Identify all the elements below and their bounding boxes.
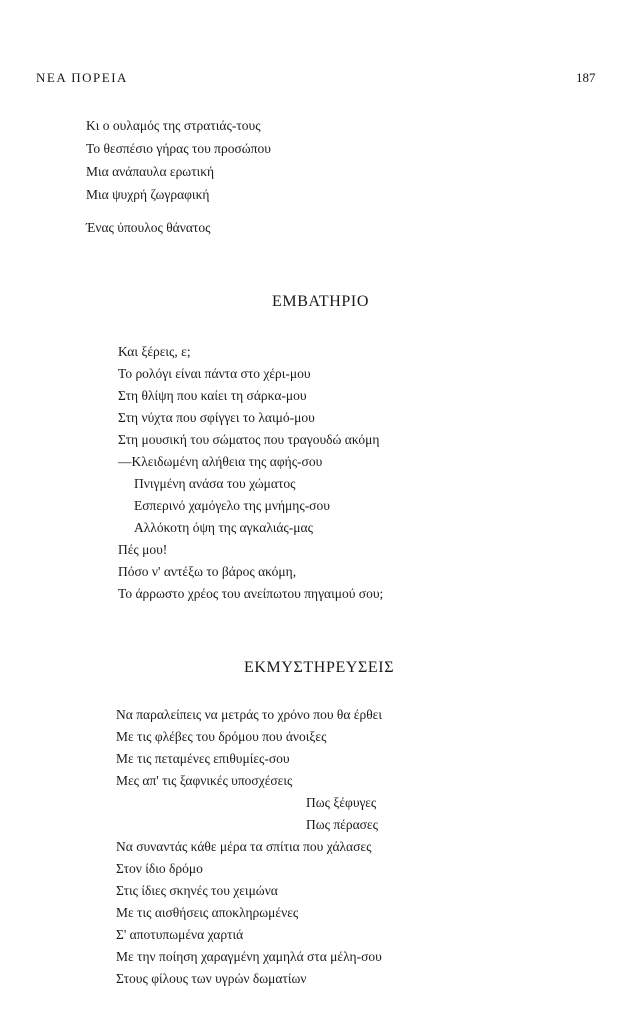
- poem-line: Πνιγμένη ανάσα του χώματος: [134, 476, 296, 491]
- poem-line: Ένας ύπουλος θάνατος: [86, 220, 211, 235]
- poem-line: Μια ψυχρή ζωγραφική: [86, 187, 210, 202]
- poem-line: Με τις αισθήσεις αποκληρωμένες: [116, 905, 299, 920]
- poem-line: Πόσο ν' αντέξω το βάρος ακόμη,: [118, 564, 297, 579]
- poem-line: —Κλειδωμένη αλήθεια της αφής-σου: [118, 454, 323, 469]
- poem-line: Στη θλίψη που καίει τη σάρκα-μου: [118, 388, 307, 403]
- poem-line: Στις ίδιες σκηνές του χειμώνα: [116, 883, 278, 898]
- poem-line: Με τις πεταμένες επιθυμίες-σου: [116, 751, 290, 766]
- poem-line: Το θεσπέσιο γήρας του προσώπου: [86, 141, 271, 156]
- poem-title-1: ΕΜΒΑΤΗΡΙΟ: [272, 293, 369, 310]
- poem-line: Πως πέρασες: [306, 817, 378, 832]
- poem-line: Κι ο ουλαμός της στρατιάς-τους: [86, 118, 261, 133]
- page-number: 187: [576, 70, 596, 85]
- poem-line: Πως ξέφυγες: [306, 795, 377, 810]
- running-title: ΝΕΑ ΠΟΡΕΙΑ: [36, 70, 128, 85]
- poem-line: Με την ποίηση χαραγμένη χαμηλά στα μέλη-σου: [116, 949, 382, 964]
- poem-line: Στους φίλους των υγρών δωματίων: [116, 971, 307, 986]
- poem-line: Να συναντάς κάθε μέρα τα σπίτια που χάλασες: [116, 839, 372, 854]
- poem-title-2: ΕΚΜΥΣΤΗΡΕΥΣΕΙΣ: [244, 659, 395, 676]
- poem-line: Στη νύχτα που σφίγγει το λαιμό-μου: [118, 410, 315, 425]
- poem-line: Το άρρωστο χρέος του ανείπωτου πηγαιμού σου;: [118, 586, 384, 601]
- poem-line: Σ' αποτυπωμένα χαρτιά: [116, 927, 244, 942]
- poem-line: Με τις φλέβες του δρόμου που άνοιξες: [116, 729, 327, 744]
- poem-line: Και ξέρεις, ε;: [118, 344, 191, 359]
- poem-line: Αλλόκοτη όψη της αγκαλιάς-μας: [134, 520, 313, 535]
- poem-line: Στη μουσική του σώματος που τραγουδώ ακόμη: [118, 432, 380, 447]
- poem-line: Μες απ' τις ξαφνικές υποσχέσεις: [116, 773, 293, 788]
- poem-line: Μια ανάπαυλα ερωτική: [86, 164, 215, 179]
- poem-line: Πές μου!: [118, 542, 168, 557]
- poem-line: Το ρολόγι είναι πάντα στο χέρι-μου: [118, 366, 311, 381]
- poem-line: Εσπερινό χαμόγελο της μνήμης-σου: [134, 498, 330, 513]
- poem-line: Να παραλείπεις να μετράς το χρόνο που θα έρθει: [116, 707, 382, 722]
- poem-line: Στον ίδιο δρόμο: [116, 861, 203, 876]
